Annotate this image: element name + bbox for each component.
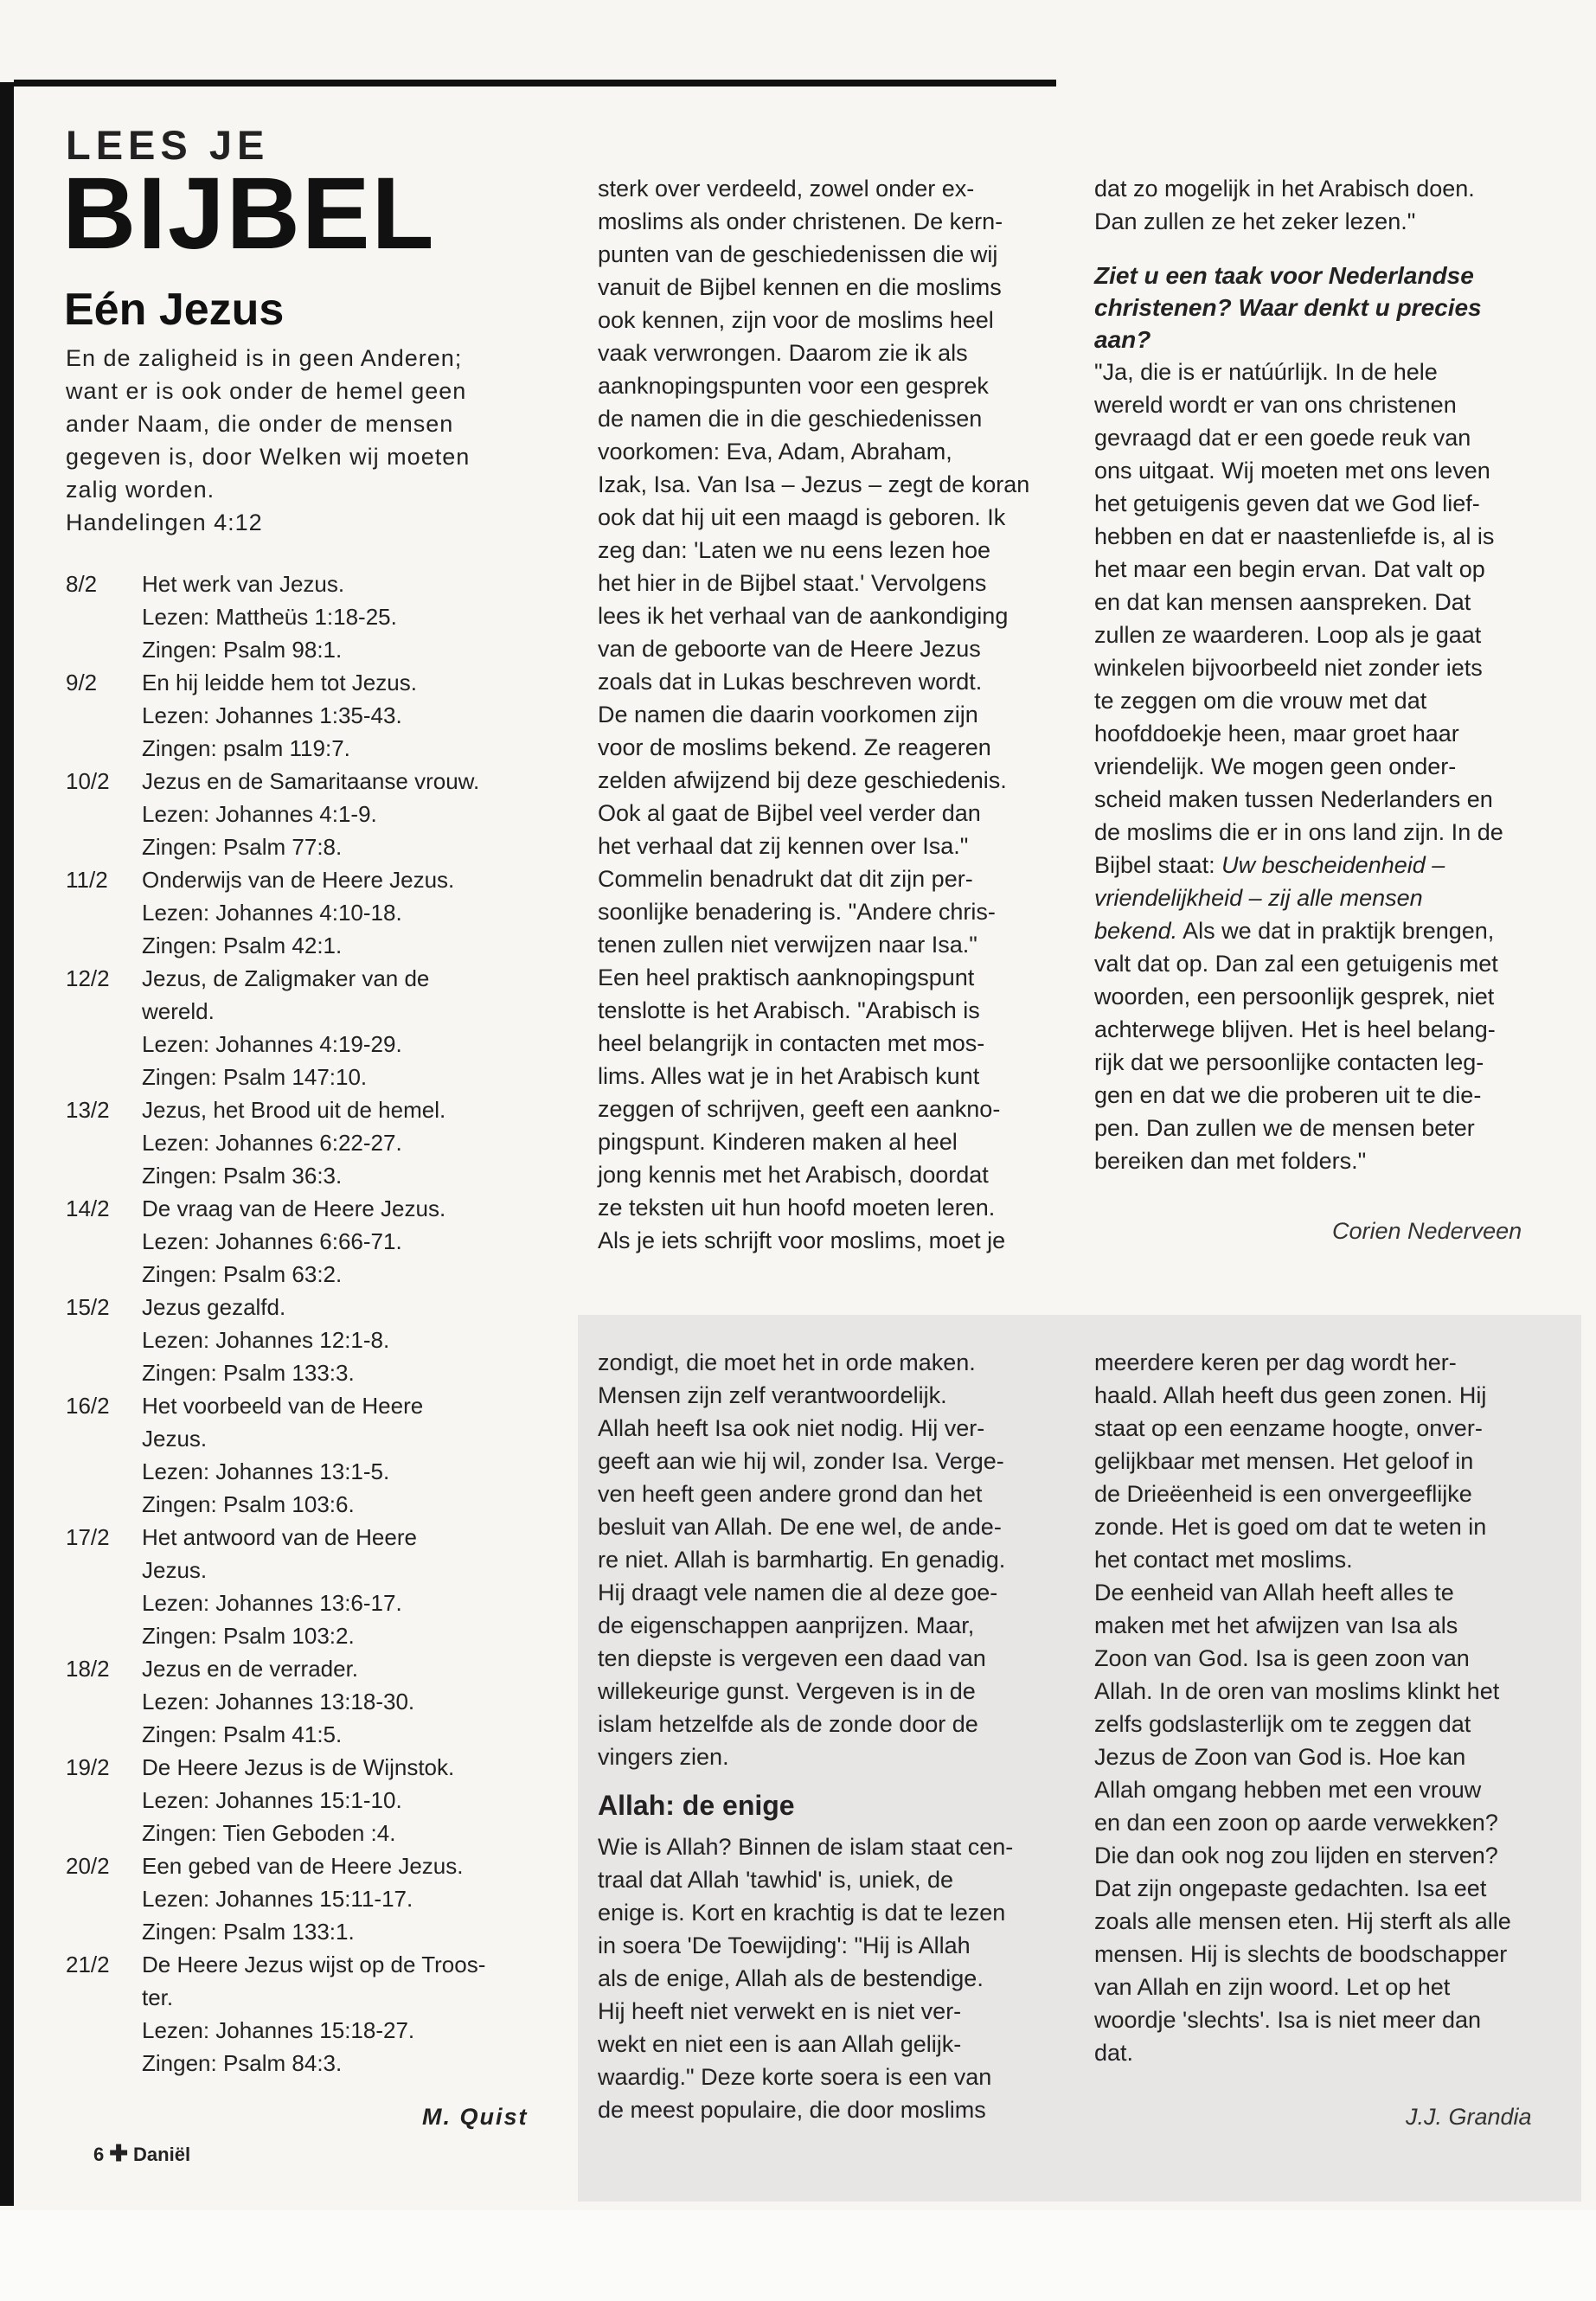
reading-zingen: Zingen: Psalm 147:10. bbox=[142, 1064, 368, 1090]
text-line: traal dat Allah 'tawhid' is, uniek, de bbox=[598, 1867, 954, 1893]
text-line: Dan zullen ze het zeker lezen." bbox=[1094, 208, 1416, 234]
reading-zingen: Zingen: Psalm 103:2. bbox=[142, 1623, 355, 1649]
text-line: bekend. Als we dat in praktijk brengen, bbox=[1094, 918, 1495, 944]
reading-date: 11/2 bbox=[66, 867, 108, 893]
text-line: voor de moslims bekend. Ze reageren bbox=[598, 734, 991, 760]
text-line: winkelen bijvoorbeeld niet zonder iets bbox=[1094, 655, 1483, 681]
reading-title: Het werk van Jezus. bbox=[142, 571, 345, 597]
section-masthead: BIJBEL bbox=[62, 157, 436, 271]
reading-zingen: Zingen: Psalm 41:5. bbox=[142, 1721, 343, 1747]
reading-entry bbox=[66, 1948, 550, 2080]
text-line: Dat zijn ongepaste gedachten. Isa eet bbox=[1094, 1875, 1487, 1901]
text-line: islam hetzelfde als de zonde door de bbox=[598, 1711, 978, 1737]
text-line: aanknopingspunten voor een gesprek bbox=[598, 373, 989, 399]
text-line: woordje 'slechts'. Isa is niet meer dan bbox=[1094, 2007, 1482, 2033]
reading-date: 21/2 bbox=[66, 1952, 110, 1977]
text-line: moslims als onder christenen. De kern- bbox=[598, 208, 1003, 234]
text-line: waardig." Deze korte soera is een van bbox=[598, 2064, 992, 2090]
text-line: ook dat hij uit een maagd is geboren. Ik bbox=[598, 504, 1006, 530]
page-footer bbox=[93, 2140, 190, 2167]
reading-title: Jezus en de verrader. bbox=[142, 1656, 359, 1682]
text-line: valt dat op. Dan zal een getuigenis met bbox=[1094, 951, 1498, 977]
verse-line: zalig worden. bbox=[66, 477, 215, 503]
text-line: sterk over verdeeld, zowel onder ex- bbox=[598, 176, 975, 202]
reading-zingen: Zingen: Tien Geboden :4. bbox=[142, 1820, 396, 1846]
reading-lezen: Lezen: Johannes 15:11-17. bbox=[142, 1886, 413, 1912]
page-number: 6 bbox=[93, 2144, 105, 2165]
text-line: zelfs godslasterlijk om te zeggen dat bbox=[1094, 1711, 1471, 1737]
text-line: Een heel praktisch aanknopingspunt bbox=[598, 965, 975, 990]
text-line: jong kennis met het Arabisch, doordat bbox=[598, 1162, 989, 1188]
text-line: De namen die daarin voorkomen zijn bbox=[598, 702, 978, 727]
verse-reference: Handelingen 4:12 bbox=[66, 510, 263, 535]
reading-entry bbox=[66, 863, 550, 962]
reading-lezen: Lezen: Johannes 13:18-30. bbox=[142, 1689, 415, 1715]
text-line: ze teksten uit hun hoofd moeten leren. bbox=[598, 1195, 996, 1221]
text-line: ven heeft geen andere grond dan het bbox=[598, 1481, 983, 1507]
text-line: ons uitgaat. Wij moeten met ons leven bbox=[1094, 458, 1490, 484]
text-line: de eigenschappen aanprijzen. Maar, bbox=[598, 1612, 975, 1638]
magazine-name: Daniël bbox=[133, 2144, 191, 2165]
text-line: vaak verwrongen. Daarom zie ik als bbox=[598, 340, 968, 366]
text-line: hoofddoekje heen, maar groet haar bbox=[1094, 721, 1459, 747]
text-line: Mensen zijn zelf verantwoordelijk. bbox=[598, 1382, 947, 1408]
reading-date: 18/2 bbox=[66, 1656, 110, 1682]
text-line: maken met het afwijzen van Isa als bbox=[1094, 1612, 1458, 1638]
reading-zingen: Zingen: psalm 119:7. bbox=[142, 735, 350, 761]
text-line: het verhaal dat zij kennen over Isa." bbox=[598, 833, 969, 859]
reading-date: 20/2 bbox=[66, 1853, 110, 1879]
reading-entry bbox=[66, 1093, 550, 1192]
text-line: De eenheid van Allah heeft alles te bbox=[1094, 1580, 1454, 1606]
text-line: Hij draagt vele namen die al deze goe- bbox=[598, 1580, 998, 1606]
reading-lezen: Lezen: Johannes 12:1-8. bbox=[142, 1327, 390, 1353]
text-line: zeg dan: 'Laten we nu eens lezen hoe bbox=[598, 537, 991, 563]
text-line: Allah. In de oren van moslims klinkt het bbox=[1094, 1678, 1500, 1704]
reading-lezen: Lezen: Johannes 4:10-18. bbox=[142, 900, 402, 926]
text-line: het maar een begin ervan. Dat valt op bbox=[1094, 556, 1485, 582]
reading-title: Een gebed van de Heere Jezus. bbox=[142, 1853, 464, 1879]
reading-zingen: Zingen: Psalm 103:6. bbox=[142, 1491, 355, 1517]
verse-line: want er is ook onder de hemel geen bbox=[66, 378, 467, 404]
reading-entry bbox=[66, 1291, 550, 1389]
reading-zingen: Zingen: Psalm 133:3. bbox=[142, 1360, 355, 1386]
text-line: gen en dat we die proberen uit te die- bbox=[1094, 1082, 1482, 1108]
page-title: Eén Jezus bbox=[64, 285, 285, 335]
reading-zingen: Zingen: Psalm 63:2. bbox=[142, 1261, 343, 1287]
text-line: Ook al gaat de Bijbel veel verder dan bbox=[598, 800, 981, 826]
text-line: het hier in de Bijbel staat.' Vervolgens bbox=[598, 570, 987, 596]
reading-lezen: Lezen: Johannes 15:1-10. bbox=[142, 1787, 402, 1813]
text-line: mensen. Hij is slechts de boodschapper bbox=[1094, 1941, 1508, 1967]
text-line: van de geboorte van de Heere Jezus bbox=[598, 636, 981, 662]
text-line: zoals dat in Lukas beschreven wordt. bbox=[598, 669, 983, 695]
reading-title: Onderwijs van de Heere Jezus. bbox=[142, 867, 455, 893]
text-line: vriendelijk. We mogen geen onder- bbox=[1094, 753, 1457, 779]
article-author: Corien Nederveen bbox=[1332, 1218, 1522, 1244]
reading-entry bbox=[66, 1751, 550, 1849]
reading-lezen: Lezen: Johannes 13:6-17. bbox=[142, 1590, 402, 1616]
text-line: lims. Alles wat je in het Arabisch kunt bbox=[598, 1063, 980, 1089]
text-line: wekt en niet een is aan Allah gelijk- bbox=[598, 2031, 962, 2057]
text-line: Commelin benadrukt dat dit zijn per- bbox=[598, 866, 973, 892]
page-edge-bar bbox=[0, 82, 14, 2206]
reading-zingen: Zingen: Psalm 98:1. bbox=[142, 637, 343, 663]
panel-column-1 bbox=[598, 1346, 1048, 2126]
cross-icon: ✚ bbox=[109, 2140, 129, 2166]
verse-line: En de zaligheid is in geen Anderen; bbox=[66, 345, 463, 371]
text-line: Zoon van God. Isa is geen zoon van bbox=[1094, 1645, 1470, 1671]
text-line: voorkomen: Eva, Adam, Abraham, bbox=[598, 439, 952, 465]
section-heading: Allah: de enige bbox=[598, 1790, 795, 1821]
reading-lezen: Lezen: Johannes 6:22-27. bbox=[142, 1130, 402, 1156]
text-line: gevraagd dat er een goede reuk van bbox=[1094, 425, 1471, 451]
reading-title: wereld. bbox=[142, 998, 215, 1024]
section-kicker: LEES JE bbox=[66, 122, 270, 168]
reading-title: Jezus, de Zaligmaker van de bbox=[142, 965, 430, 991]
reading-lezen: Lezen: Johannes 13:1-5. bbox=[142, 1458, 390, 1484]
reading-entry bbox=[66, 666, 550, 765]
reading-zingen: Zingen: Psalm 77:8. bbox=[142, 834, 343, 860]
reading-entry bbox=[66, 765, 550, 863]
reading-title: De Heere Jezus is de Wijnstok. bbox=[142, 1754, 455, 1780]
reading-entry bbox=[66, 1389, 550, 1521]
schedule-author: M. Quist bbox=[422, 2104, 529, 2130]
text-line: van Allah en zijn woord. Let op het bbox=[1094, 1974, 1451, 2000]
text-line: Izak, Isa. Van Isa – Jezus – zegt de koran bbox=[598, 471, 1030, 497]
page-bottom-margin bbox=[0, 2210, 1596, 2301]
reading-title: Jezus, het Brood uit de hemel. bbox=[142, 1097, 446, 1123]
text-line: Bijbel staat: Uw bescheidenheid – bbox=[1094, 852, 1445, 878]
text-line: ook kennen, zijn voor de moslims heel bbox=[598, 307, 994, 333]
reading-title: Jezus en de Samaritaanse vrouw. bbox=[142, 768, 480, 794]
verse-line: gegeven is, door Welken wij moeten bbox=[66, 444, 471, 470]
reading-date: 15/2 bbox=[66, 1294, 110, 1320]
reading-date: 8/2 bbox=[66, 571, 98, 597]
panel-author: J.J. Grandia bbox=[1406, 2104, 1532, 2130]
text-line: meerdere keren per dag wordt her- bbox=[1094, 1349, 1457, 1375]
reading-date: 9/2 bbox=[66, 670, 98, 695]
text-line: willekeurige gunst. Vergeven is in de bbox=[598, 1678, 976, 1704]
text-line: de meest populaire, die door moslims bbox=[598, 2097, 986, 2123]
text-line: de Drieëenheid is een onvergeeflijke bbox=[1094, 1481, 1472, 1507]
watermark-row bbox=[16, 87, 552, 119]
text-line: zeggen of schrijven, geeft een aankno- bbox=[598, 1096, 1001, 1122]
text-line: de moslims die er in ons land zijn. In de bbox=[1094, 819, 1503, 845]
reading-date: 16/2 bbox=[66, 1393, 110, 1419]
text-line: Allah omgang hebben met een vrouw bbox=[1094, 1777, 1482, 1803]
text-line: gelijkbaar met mensen. Het geloof in bbox=[1094, 1448, 1474, 1474]
reading-date: 13/2 bbox=[66, 1097, 110, 1123]
text-line: en dat kan mensen aanspreken. Dat bbox=[1094, 589, 1471, 615]
text-line: christenen? Waar denkt u precies bbox=[1094, 294, 1482, 321]
reading-zingen: Zingen: Psalm 133:1. bbox=[142, 1919, 355, 1945]
reading-title: Jezus gezalfd. bbox=[142, 1294, 286, 1320]
text-line: vriendelijkheid – zij alle mensen bbox=[1094, 885, 1423, 911]
text-line: achterwege blijven. Het is heel belang- bbox=[1094, 1016, 1496, 1042]
reading-date: 17/2 bbox=[66, 1524, 110, 1550]
text-line: soonlijke benadering is. "Andere chris- bbox=[598, 899, 996, 925]
panel-column-2 bbox=[1094, 1346, 1544, 2069]
reading-title: De vraag van de Heere Jezus. bbox=[142, 1195, 446, 1221]
text-line: vanuit de Bijbel kennen en die moslims bbox=[598, 274, 1002, 300]
reading-date: 14/2 bbox=[66, 1195, 110, 1221]
reading-lezen: Lezen: Johannes 15:18-27. bbox=[142, 2017, 415, 2043]
text-line: pingspunt. Kinderen maken al heel bbox=[598, 1129, 958, 1155]
reading-zingen: Zingen: Psalm 42:1. bbox=[142, 933, 343, 958]
text-line: als de enige, Allah als de bestendige. bbox=[598, 1965, 984, 1991]
text-line: rijk dat we persoonlijke contacten leg- bbox=[1094, 1049, 1484, 1075]
text-line: Als je iets schrijft voor moslims, moet je bbox=[598, 1227, 1006, 1253]
text-line: aan? bbox=[1094, 326, 1151, 353]
text-line: het getuigenis geven dat we God lief- bbox=[1094, 490, 1480, 516]
text-line: zoals alle mensen eten. Hij sterft als alle bbox=[1094, 1908, 1511, 1934]
text-line: Ziet u een taak voor Nederlandse bbox=[1094, 262, 1474, 289]
reading-title: ter. bbox=[142, 1984, 174, 2010]
reading-date: 19/2 bbox=[66, 1754, 110, 1780]
reading-title: Het antwoord van de Heere bbox=[142, 1524, 417, 1550]
text-line: Die dan ook nog zou lijden en sterven? bbox=[1094, 1843, 1498, 1868]
text-line: Jezus de Zoon van God is. Hoe kan bbox=[1094, 1744, 1466, 1770]
text-line: Hij heeft niet verwekt en is niet ver- bbox=[598, 1998, 962, 2024]
text-line: "Ja, die is er natúúrlijk. In de hele bbox=[1094, 359, 1438, 385]
reading-title: Het voorbeeld van de Heere bbox=[142, 1393, 424, 1419]
text-line: hebben en dat er naastenliefde is, al is bbox=[1094, 523, 1495, 549]
reading-title: En hij leidde hem tot Jezus. bbox=[142, 670, 417, 695]
text-line: zondigt, die moet het in orde maken. bbox=[598, 1349, 976, 1375]
text-line: Wie is Allah? Binnen de islam staat cen- bbox=[598, 1834, 1014, 1860]
article-column-1 bbox=[598, 172, 1048, 1257]
reading-zingen: Zingen: Psalm 84:3. bbox=[142, 2050, 343, 2076]
text-line: scheid maken tussen Nederlanders en bbox=[1094, 786, 1493, 812]
reading-title: De Heere Jezus wijst op de Troos- bbox=[142, 1952, 486, 1977]
reading-entry bbox=[66, 1192, 550, 1291]
text-line: punten van de geschiedenissen die wij bbox=[598, 241, 998, 267]
text-line: geeft aan wie hij wil, zonder Isa. Verge- bbox=[598, 1448, 1004, 1474]
text-line: haald. Allah heeft dus geen zonen. Hij bbox=[1094, 1382, 1487, 1408]
text-line: dat. bbox=[1094, 2040, 1134, 2066]
interview-question bbox=[1094, 260, 1544, 356]
reading-lezen: Lezen: Johannes 1:35-43. bbox=[142, 702, 402, 728]
text-line: besluit van Allah. De ene wel, de ande- bbox=[598, 1514, 1002, 1540]
reading-date: 12/2 bbox=[66, 965, 110, 991]
text-line: tenen zullen niet verwijzen naar Isa." bbox=[598, 932, 977, 958]
reading-entry bbox=[66, 1652, 550, 1751]
reading-lezen: Lezen: Johannes 4:19-29. bbox=[142, 1031, 402, 1057]
theme-verse bbox=[66, 342, 550, 539]
article-column-2 bbox=[1094, 172, 1544, 1177]
verse-line: ander Naam, die onder de mensen bbox=[66, 411, 454, 437]
text-line: het contact met moslims. bbox=[1094, 1547, 1353, 1573]
reading-lezen: Lezen: Johannes 4:1-9. bbox=[142, 801, 377, 827]
reading-entry bbox=[66, 962, 550, 1093]
reading-entry bbox=[66, 1849, 550, 1948]
text-line: woorden, een persoonlijk gesprek, niet bbox=[1094, 984, 1495, 1009]
text-line: zonde. Het is goed om dat te weten in bbox=[1094, 1514, 1487, 1540]
text-line: ten diepste is vergeven een daad van bbox=[598, 1645, 986, 1671]
text-line: Allah heeft Isa ook niet nodig. Hij ver- bbox=[598, 1415, 985, 1441]
text-line: zullen ze waarderen. Loop als je gaat bbox=[1094, 622, 1482, 648]
text-line: wereld wordt er van ons christenen bbox=[1094, 392, 1457, 418]
text-line: zelden afwijzend bij deze geschiedenis. bbox=[598, 767, 1007, 793]
text-line: de namen die in die geschiedenissen bbox=[598, 406, 983, 432]
text-line: te zeggen om die vrouw met dat bbox=[1094, 688, 1427, 714]
text-line: bereiken dan met folders." bbox=[1094, 1148, 1367, 1174]
text-line: in soera 'De Toewijding': "Hij is Allah bbox=[598, 1932, 971, 1958]
text-line: heel belangrijk in contacten met mos- bbox=[598, 1030, 985, 1056]
reading-title: Jezus. bbox=[142, 1426, 208, 1452]
text-line: enige is. Kort en krachtig is dat te lezen bbox=[598, 1900, 1006, 1926]
top-rule bbox=[14, 80, 1056, 87]
text-line: vingers zien. bbox=[598, 1744, 729, 1770]
reading-title: Jezus. bbox=[142, 1557, 208, 1583]
reading-lezen: Lezen: Johannes 6:66-71. bbox=[142, 1228, 402, 1254]
text-line: re niet. Allah is barmhartig. En genadig. bbox=[598, 1547, 1006, 1573]
text-line: lees ik het verhaal van de aankondiging bbox=[598, 603, 1009, 629]
reading-entry bbox=[66, 1521, 550, 1652]
reading-schedule bbox=[66, 567, 550, 2080]
reading-entry bbox=[66, 567, 550, 666]
reading-date: 10/2 bbox=[66, 768, 110, 794]
text-line: dat zo mogelijk in het Arabisch doen. bbox=[1094, 176, 1475, 202]
text-line: en dan een zoon op aarde verwekken? bbox=[1094, 1810, 1498, 1836]
reading-lezen: Lezen: Mattheüs 1:18-25. bbox=[142, 604, 397, 630]
text-line: tenslotte is het Arabisch. "Arabisch is bbox=[598, 997, 980, 1023]
text-line: pen. Dan zullen we de mensen beter bbox=[1094, 1115, 1475, 1141]
text-line: staat op een eenzame hoogte, onver- bbox=[1094, 1415, 1483, 1441]
reading-zingen: Zingen: Psalm 36:3. bbox=[142, 1163, 343, 1189]
